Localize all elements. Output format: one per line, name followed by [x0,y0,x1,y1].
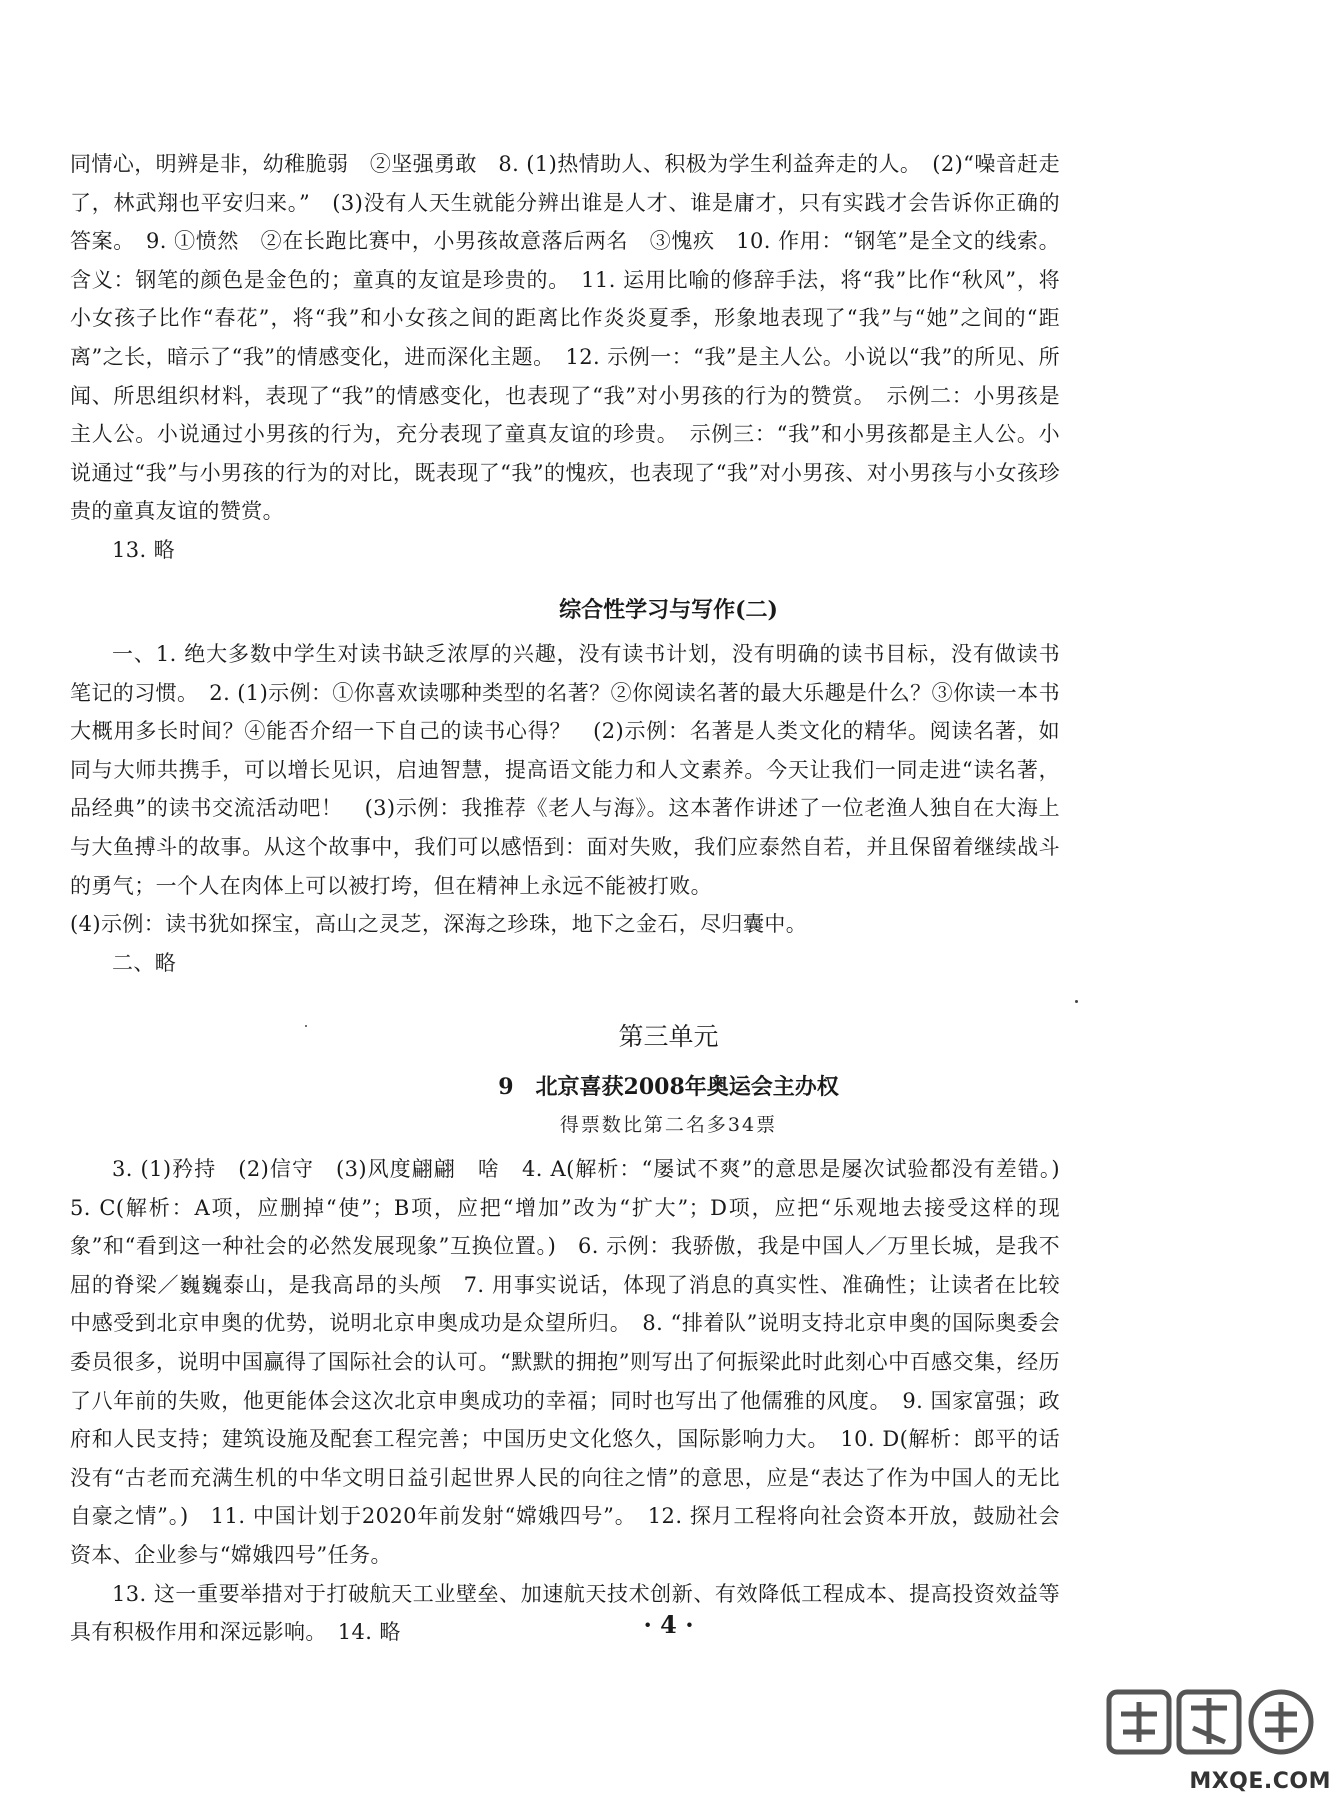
answer-paragraph: (4)示例：读书犹如探宝，高山之灵芝，深海之珍珠，地下之金石，尽归囊中。 [70,912,808,937]
previous-answers [70,145,1060,570]
lesson-title: 9 北京喜获2008年奥运会主办权 [498,1074,839,1100]
answer-paragraph: 3. (1)矜持 (2)信守 (3)风度翩翩 啥 4. A(解析：“屡试不爽”的意思是屡次试验都没有差错。) 5. C(解析：A项，应删掉“使”；B项，应把“增加”改为“扩大”；D项，应把“乐观地去接受这样的现象”和“看到这一种社会的必然发展现象”互换位置。) 6. 示例：我骄傲，我是中国人／万里长城，是我不屈的脊梁／巍巍泰山，是我高昂的头颅 7. 用事实说话，体现了消息的真实性、准确性；让读者在比较中感受到北京申奥的优势，说明北京申奥成功是众望所归。 8. “排着队”说明支持北京申奥的国际奥委会委员很多，说明中国赢得了国际社会的认可。“默默的拥抱”则写出了何振梁此时此刻心中百感交集，经历了八年前的失败，他更能体会这次北京申奥成功的幸福；同时也写出了他儒雅的风度。 9. 国家富强；政府和人民支持；建筑设施及配套工程完善；中国历史文化悠久，国际影响力大。 10. D(解析：郎平的话没有“古老而充满生机的中华文明日益引起世界人民的向往之情”的意思，应是“表达了作为中国人的无比自豪之情”。) 11. 中国计划于2020年前发射“嫦娥四号”。 12. 探月工程将向社会资本开放，鼓励社会资本、企业参与“嫦娥四号”任务。 [70,1157,1082,1567]
writing-answers [70,635,1060,982]
unit-title: 第三单元 [618,1022,719,1051]
answer-paragraph: 同情心，明辨是非，幼稚脆弱 ②坚强勇敢 8. (1)热情助人、积极为学生利益奔走的人。 (2)“噪音赶走了，林武翔也平安归来。” (3)没有人天生就能分辨出谁是人才、谁是庸才，只有实践才会告诉你正确的答案。 9. ①愤然 ②在长跑比赛中，小男孩故意落后两名 ③愧疚 10. 作用：“钢笔”是全文的线索。含义：钢笔的颜色是金色的；童真的友谊是珍贵的。 11. 运用比喻的修辞手法，将“我”比作“秋风”，将小女孩子比作“春花”，将“我”和小女孩之间的距离比作炎炎夏季，形象地表现了“我”与“她”之间的“距离”之长，暗示了“我”的情感变化，进而深化主题。 12. 示例一：“我”是主人公。小说以“我”的所见、所闻、所思组织材料，表现了“我”的情感变化，也表现了“我”对小男孩的行为的赞赏。 示例二：小男孩是主人公。小说通过小男孩的行为，充分表现了童真友谊的珍贵。 示例三：“我”和小男孩都是主人公。小说通过“我”与小男孩的行为的对比，既表现了“我”的愧疚，也表现了“我”对小男孩、对小男孩与小女孩珍贵的童真友谊的赞赏。 [70,152,1060,524]
page-number: · 4 · [643,1610,694,1639]
watermark-logo [1101,1684,1331,1794]
answer-paragraph: 13. 这一重要举措对于打破航天工业壁垒、加速航天技术创新、有效降低工程成本、提高投资效益等具有积极作用和深远影响。 14. 略 [70,1581,1060,1645]
section-heading: 综合性学习与写作(二) [559,597,778,623]
answer-paragraph: 13. 略 [112,537,176,562]
watermark-logo-icon [1101,1684,1331,1764]
scan-speck [305,1025,307,1027]
lesson-subtitle: 得票数比第二名多34票 [559,1114,778,1136]
watermark-url: MXQE.COM [1189,1769,1331,1794]
unit-three-answers [70,1150,1082,1652]
answer-paragraph: 二、略 [112,950,177,975]
answer-paragraph: 一、1. 绝大多数中学生对读书缺乏浓厚的兴趣，没有读书计划，没有明确的读书目标，没有做读书笔记的习惯。 2. (1)示例：①你喜欢读哪种类型的名著？②你阅读名著的最大乐趣是什么？③你读一本书大概用多长时间？④能否介绍一下自己的读书心得？ (2)示例：名著是人类文化的精华。阅读名著，如同与大师共携手，可以增长见识，启迪智慧，提高语文能力和人文素养。今天让我们一同走进“读名著，品经典”的读书交流活动吧！ (3)示例：我推荐《老人与海》。这本著作讲述了一位老渔人独自在大海上与大鱼搏斗的故事。从这个故事中，我们可以感悟到：面对失败，我们应泰然自若，并且保留着继续战斗的勇气；一个人在肉体上可以被打垮，但在精神上永远不能被打败。 [70,642,1060,898]
scan-speck [1075,1000,1078,1003]
